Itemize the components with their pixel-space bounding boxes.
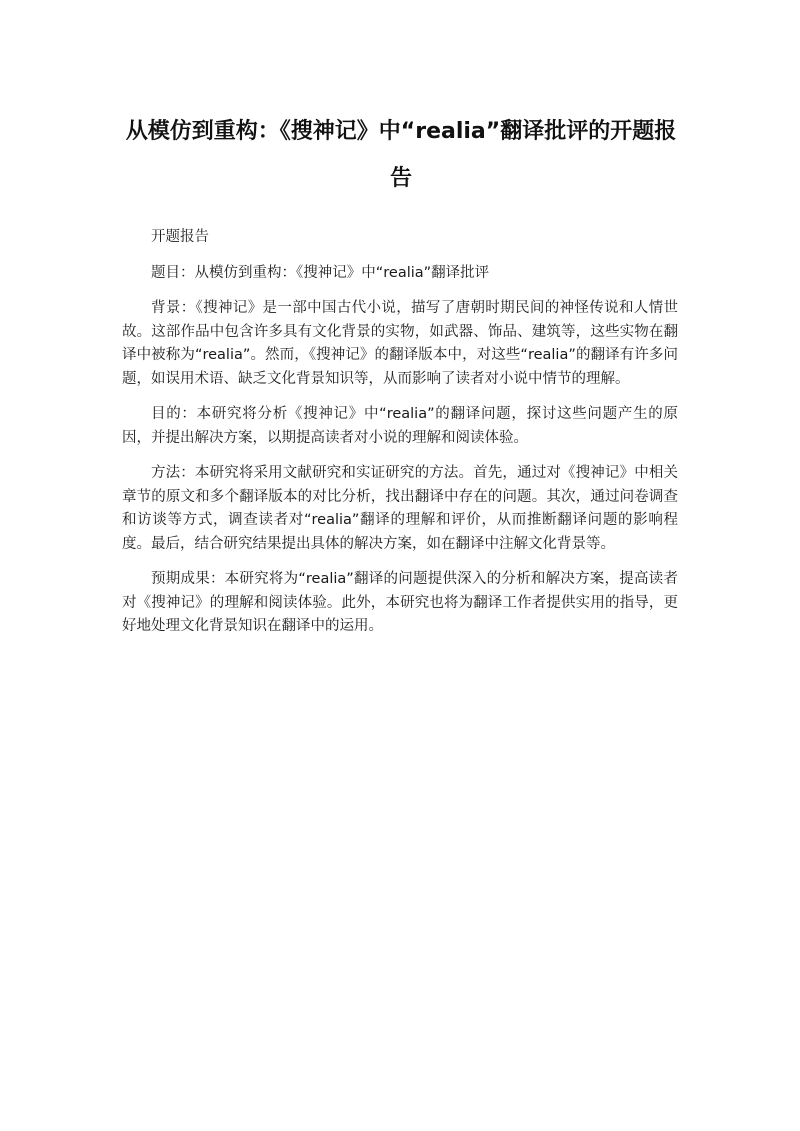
section-heading: 开题报告 [151, 229, 209, 245]
background-paragraph: 背景：《搜神记》是一部中国古代小说，描写了唐朝时期民间的神怪传说和人情世故。这部作品中包含许多具有文化背景的实物，如武器、饰品、建筑等，这些实物在翻译中被称为“realia”。然而，《搜神记》的翻译版本中，对这些“realia”的翻译有许多问题，如误用术语、缺乏文化背景知识等，从而影响了读者对小说中情节的理解。 [122, 300, 678, 387]
document-title: 从模仿到重构：《搜神记》中“realia”翻译批评的开题报告 [125, 119, 677, 191]
method-paragraph: 方法：本研究将采用文献研究和实证研究的方法。首先，通过对《搜神记》中相关章节的原文和多个翻译版本的对比分析，找出翻译中存在的问题。其次，通过问卷调查和访谈等方式，调查读者对“realia”翻译的理解和评价，从而推断翻译问题的影响程度。最后，结合研究结果提出具体的解决方案，如在翻译中注解文化背景等。 [122, 465, 678, 552]
expected-results-paragraph: 预期成果：本研究将为“realia”翻译的问题提供深入的分析和解决方案，提高读者对《搜神记》的理解和阅读体验。此外，本研究也将为翻译工作者提供实用的指导，更好地处理文化背景知识在翻译中的运用。 [122, 571, 678, 634]
topic-paragraph: 题目：从模仿到重构：《搜神记》中“realia”翻译批评 [151, 264, 490, 281]
document-body [122, 226, 678, 651]
purpose-paragraph: 目的：本研究将分析《搜神记》中“realia”的翻译问题，探讨这些问题产生的原因，并提出解决方案，以期提高读者对小说的理解和阅读体验。 [122, 406, 678, 446]
